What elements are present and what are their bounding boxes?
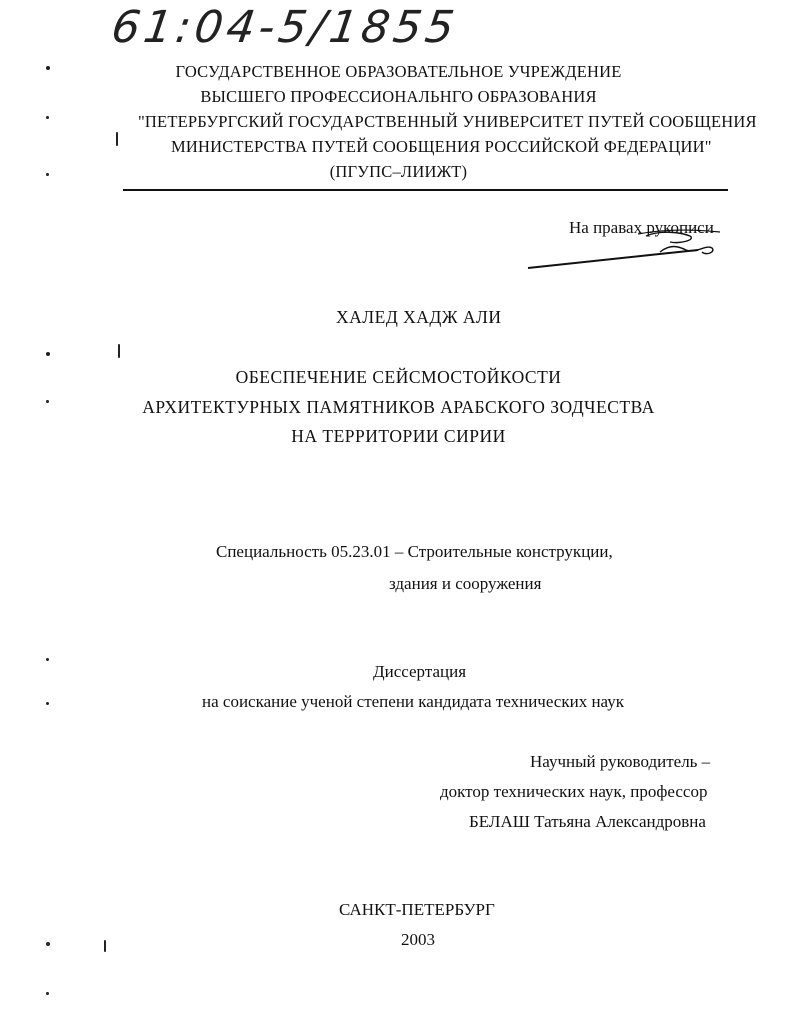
scan-speck	[104, 940, 106, 952]
supervisor-name: БЕЛАШ Татьяна Александровна	[469, 812, 706, 831]
institution-line-4: МИНИСТЕРСТВА ПУТЕЙ СООБЩЕНИЯ РОССИЙСКОЙ ФЕДЕРАЦИИ"	[171, 137, 712, 156]
dissertation-label: Диссертация	[373, 662, 467, 681]
scan-speck	[46, 942, 50, 946]
title-line-2: АРХИТЕКТУРНЫХ ПАМЯТНИКОВ АРАБСКОГО ЗОДЧЕСТВА	[142, 397, 655, 417]
year: 2003	[401, 930, 435, 949]
title-line-3: НА ТЕРРИТОРИИ СИРИИ	[291, 426, 506, 446]
specialty-line-1: Специальность 05.23.01 – Строительные конструкции,	[216, 542, 613, 561]
supervisor-label: Научный руководитель –	[530, 752, 711, 771]
scan-speck	[46, 992, 49, 995]
degree-line: на соискание ученой степени кандидата технических наук	[202, 692, 625, 711]
header-divider	[123, 189, 728, 191]
scan-speck	[116, 132, 118, 146]
city: САНКТ-ПЕТЕРБУРГ	[339, 900, 495, 919]
scan-speck	[118, 344, 120, 358]
institution-line-2: ВЫСШЕГО ПРОФЕССИОНАЛЬНГО ОБРАЗОВАНИЯ	[200, 87, 597, 106]
author-name: ХАЛЕД ХАДЖ АЛИ	[336, 307, 502, 327]
scan-speck	[46, 116, 49, 119]
institution-abbrev: (ПГУПС–ЛИИЖТ)	[329, 162, 468, 181]
institution-line-3: "ПЕТЕРБУРГСКИЙ ГОСУДАРСТВЕННЫЙ УНИВЕРСИТЕТ ПУТЕЙ СООБЩЕНИЯ	[138, 112, 757, 131]
institution-line-1: ГОСУДАРСТВЕННОЕ ОБРАЗОВАТЕЛЬНОЕ УЧРЕЖДЕНИЕ	[175, 62, 622, 81]
specialty-line-2: здания и сооружения	[389, 574, 542, 593]
title-line-1: ОБЕСПЕЧЕНИЕ СЕЙСМОСТОЙКОСТИ	[235, 367, 562, 387]
signature	[520, 222, 740, 277]
archive-code: 61:04-5/1855	[108, 2, 462, 53]
supervisor-degree: доктор технических наук, профессор	[440, 782, 708, 801]
scan-speck	[46, 400, 49, 403]
scan-speck	[46, 66, 50, 70]
rights-note: На правах рукописи	[569, 218, 714, 237]
scan-speck	[46, 352, 50, 356]
scan-speck	[46, 658, 49, 661]
scan-speck	[46, 173, 49, 176]
scan-speck	[46, 702, 49, 705]
